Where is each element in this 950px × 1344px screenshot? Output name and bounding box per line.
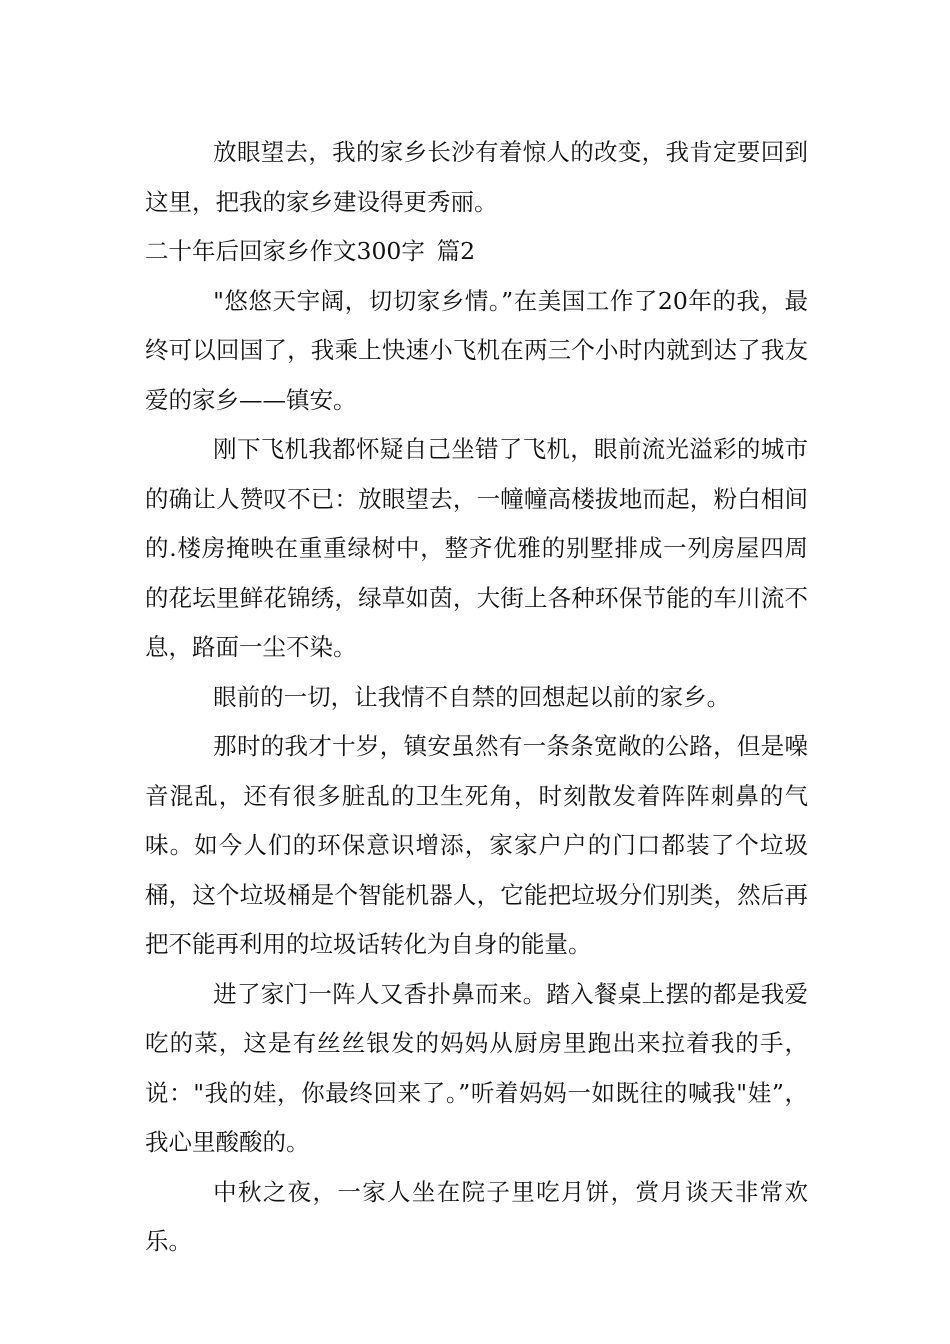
paragraph-7: 中秋之夜，一家人坐在院子里吃月饼，赏月谈天非常欢乐。 xyxy=(145,1177,808,1255)
paragraph-2: "悠悠天宇阔，切切家乡情。”在美国工作了20年的我，最终可以回国了，我乘上快速小飞机在两三个小时内就到达了我友爱的家乡——镇安。 xyxy=(145,286,808,414)
document-body xyxy=(145,128,808,1267)
paragraph-5: 那时的我才十岁，镇安虽然有一条条宽敞的公路，但是噪音混乱，还有很多脏乱的卫生死角，时刻散发着阵阵刺鼻的气味。如今人们的环保意识增添，家家户户的门口都装了个垃圾桶，这个垃圾桶是个智能机器人，它能把垃圾分们别类，然后再把不能再利用的垃圾话转化为自身的能量。 xyxy=(145,732,808,958)
paragraph-1: 放眼望去，我的家乡长沙有着惊人的改变，我肯定要回到这里，把我的家乡建设得更秀丽。 xyxy=(145,138,808,216)
paragraph-4: 眼前的一切，让我情不自禁的回想起以前的家乡。 xyxy=(213,682,731,711)
paragraph-3: 刚下飞机我都怀疑自己坐错了飞机，眼前流光溢彩的城市的确让人赞叹不已：放眼望去，一幢幢高楼拔地而起，粉白相间的.楼房掩映在重重绿树中，整齐优雅的别墅排成一列房屋四周的花坛里鲜花锦绣，绿草如茵，大街上各种环保节能的车川流不息，路面一尘不染。 xyxy=(145,435,808,661)
section-heading xyxy=(145,227,808,277)
paragraph-6: 进了家门一阵人又香扑鼻而来。踏入餐桌上摆的都是我爱吃的菜，这是有丝丝银发的妈妈从厨房里跑出来拉着我的手，说："我的娃，你最终回来了。”听着妈妈一如既往的喊我"娃”，我心里酸酸的。 xyxy=(145,979,808,1156)
section-heading-title: 二十年后回家乡作文300字 xyxy=(145,237,425,265)
section-heading-suffix: 篇2 xyxy=(436,237,476,265)
